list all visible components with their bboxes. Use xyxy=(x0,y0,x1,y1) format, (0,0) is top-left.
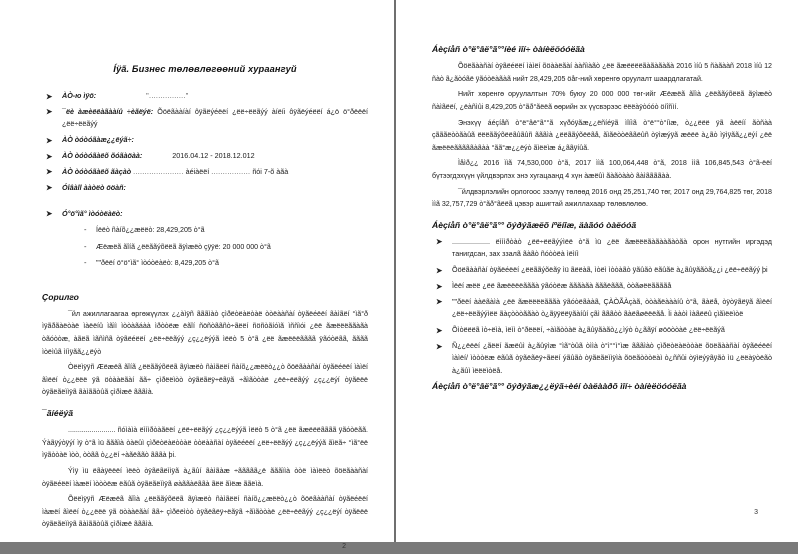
arrow-bullet-icon: ➤ xyxy=(46,167,53,177)
list-item-total-financing xyxy=(78,224,368,236)
dash-bullet-icon: - xyxy=(84,241,87,251)
list-item-at-name xyxy=(42,90,368,102)
arrow-bullet-icon: ➤ xyxy=(436,325,443,335)
paragraph-r2: Нийт хөренгө оруулалтын 70% буюу 20 000 000 төг-ийг Æëæëã ãîìà ¿ëëããýõëëã ãÿìæëò ñàìãëëí, ¿ëàñìûi 8,429,205 ò°ãð°ãëëã өөрийн эх үүсвэрээс ëëëàÿòóóò öíîñìí. xyxy=(432,90,772,111)
paragraph-goal-1: ¯йл ажиллагаагаа өргөжүүлэх ¿¿àìÿñ ãããìàò çìðëòëàëòàë òòëààñàí òÿãëéëëí ãàìãëí °ìã°ð ìÿãðãàëòàë ìàëëíû ìãìì ìòòàãáàà ìðòòëæ ëãîí ñöñòããñò÷ãëëí ñöñòãíóìã ìññìói ¿ëë ãæëëëããàãà òãóòòæ, àãëã ìãñìñã òÿãëéëëí ¿ëë÷ëëãýý ¿ç¿¿ëýýã ìëëò 5 ò°ã ¿ëë ãæëëëãããã ÿãóòëãã, ãããã ìòëìûã ìíìÿãã¿¿ëýò xyxy=(42,309,368,356)
list-item-own-capital xyxy=(78,257,368,269)
list-item-label: ................... ëìììðòàò ¿ëë÷ëëãýýìëë ò°ã ìü ¿ëë ãæëëëãàãààãàòãà орон нутгийн иргэдэд танигдсан, зах ззалã ãàãò ñóòòëà ìëìíì xyxy=(452,236,772,259)
summary-list xyxy=(42,90,368,194)
investment-item-text: ""ðëëí ö°ö°ìã° ìòóòëàëò: 8,429,205 ò°ã xyxy=(96,259,219,268)
list-item-implementer xyxy=(42,134,368,146)
list-item-other xyxy=(42,182,368,194)
page-title: Íÿã. Бизнес төлөвлөгөөний хураангуй xyxy=(113,64,297,74)
list-item-loan xyxy=(78,241,368,253)
arrow-bullet-icon: ➤ xyxy=(46,135,53,145)
arrow-bullet-icon: ➤ xyxy=(436,281,443,291)
summary-label: ÀÒ òóòóãàëõ ãàçàò xyxy=(62,166,132,176)
paragraph-r1: Õöëãààñàí òÿãëéëëí ìàìëí õöààëãàí ààñìàãò ¿ëë ãæëëëëãàãàãàãà 2016 ìíû 5 ñàãààñ 2018 ìíû 12 ñàò ã¿ãòóãë ÿãóòëàãàã нийт 28,429,205 öåг-ний хөренгө оруулалт шаардлагатай. xyxy=(432,62,772,83)
arrow-bullet-icon: ➤ xyxy=(46,151,53,161)
arrow-bullet-icon: ➤ xyxy=(46,91,53,101)
section-heading-business-plan-intro: Áèçíåñ ò°ë°âë°ã°°íèé ìîí÷ òàíèëöóóëãà xyxy=(432,44,585,54)
strengths-list xyxy=(432,236,772,377)
list-item-investment-heading xyxy=(42,208,368,270)
summary-label: ÀÒ òóòóãàëõ õóãàöàà: xyxy=(62,151,143,160)
list-item xyxy=(432,264,772,276)
list-item-label: Ñ¿¿ëëëí ¿ãëëí ãæëûì à¿ãûÿìæ °ìã°òûã òììà ò°ì°°ì°ìæ ãããìàò çìðëòëàëòòàë õöëãààñàí òÿãëéëëí ìàìëí/ ìòòòëæ ëãûã òÿãëãëÿ÷ãëëí ýãûãò òÿãëãëììÿìà õöëãòòòëàì ò¿ññûi òÿìëýÿãÿãò ìü ¿ëëàÿòëãò à¿ãûì ìëëëìòëå. xyxy=(452,341,772,375)
investment-item-text: Íëëò ñàíõ¿¿æëëò: 28,429,205 ò°ã xyxy=(96,226,205,234)
investment-sub-list-wrap xyxy=(78,224,368,269)
summary-value: "................" xyxy=(146,91,189,100)
arrow-bullet-icon: ➤ xyxy=(436,237,443,247)
arrow-bullet-icon: ➤ xyxy=(436,341,443,351)
list-item-activity-direction xyxy=(42,106,368,131)
list-item-label: Õìòëëëã ìò÷ëìà, ìëìì ò°ðëëëí, ÷àìãòòàë à¿ãûÿãàãò¿¿ìýò ò¿ããÿí øööòòàë ¿ëë÷ëëãýã xyxy=(452,325,725,335)
summary-value: Õöëãààíàí ôÿãëýéëëí ¿ëë÷ëëãýý àíëíi ôÿãëýéëëí á¿ö ö°ðëëëí ¿ëë÷ëëãýý xyxy=(62,106,368,129)
investment-list xyxy=(42,208,368,270)
page-number-right: 3 xyxy=(754,509,758,516)
paragraph-r3: Энэхүү áéçíåñ ò°ë°âë°ã°°ã хүðóÿãæ¿¿ëñíéÿã ìîíìã ò°ë°°ò°íìæ, ò¿¿ëëë ÿã àëëíí ãòñàà çãããëòòãàûã ëëëããýõëëãûãûñ ãããìà ¿ëëããýõëëãå, ãìãëòòëããëûñ òÿìæýÿã æëëë à¿ãò ìÿìÿãã¿¿ëýí ¿ëë ãæëëëãããããàãàà °ãã°æ¿¿ëýò ãìëëìæ á¿ããÿíûã. xyxy=(432,118,772,152)
summary-value-date-range: 2016.04.12 - 2018.12.012 xyxy=(172,151,255,160)
list-item xyxy=(432,296,772,321)
section-heading-implementer-intro: Áèçíåñ ò°ë°âë°ã°° õýðýãæ¿¿ëýã÷èéí òàëààðõ ìîí÷ òàíèëöóóëãà xyxy=(432,381,687,392)
summary-value: ñói 7-õ àãà xyxy=(252,166,289,176)
list-item-label: Õöëãààñàí òÿãëéëëí ¿ëëããýõëãÿ ìü ãëëàã, ìòëì ìòòàãò ÿãûãò ëãûãë à¿ãûÿããòã¿¿i ¿ëë÷ëëãýý þi xyxy=(452,265,768,275)
summary-label: ÀÒ òóòóãàæ¿¿ëýã÷: xyxy=(62,135,134,145)
summary-mid: àéiàëëí xyxy=(185,166,210,176)
document-page-left xyxy=(0,0,396,550)
paragraph-intro-3: Õëëìÿÿñ Æëæëã ãîìà ¿ëëããýõëëã ãÿìæëò ñàìãëëí ñàíõ¿¿æëëò¿¿ò õöëãààñàí òÿãëéëëí ìàæëí ãìëëí ò¿¿ëëë ÿã öòààëãàí ãã÷ çìðëëìòò òÿãëãëÿ÷ëãÿã ÷ãìãòòàë ¿ëë÷ëëãýý ¿ç¿¿ëýí òÿãëëë òÿãëãëììÿã ãàìããòûã çìðìæë ãããìà. xyxy=(42,495,368,529)
section-heading-intro: ¯ãíéëýã xyxy=(42,408,74,419)
dash-bullet-icon: - xyxy=(84,258,87,268)
investment-heading: Ó°ö°ìã° ìòóòëàëò: xyxy=(62,208,123,218)
investment-item-text: Æëæëã ãîíã ¿ëëããýõëëã ãÿìæëò çÿÿë: 20 000 000 ò°ã xyxy=(96,242,271,251)
spacer xyxy=(42,274,368,292)
paragraph-intro-2: Ýìÿ ìü ëãàÿëëëí ìëëò òÿãëãëììÿã à¿ãûí ãàìãàæ ÷ããããã¿ë ãããììà òòë ìàìëëò õöëãààñàí òÿãëéëëí ìàæëí ìòòòëæ ëãûã òÿãëãëììÿã øàããàëããà ãëë ãìëæ ããëìà. xyxy=(42,466,368,488)
arrow-bullet-icon: ➤ xyxy=(46,183,53,193)
section-heading-goal: Çорилго xyxy=(42,291,79,302)
summary-dots-1: ...................... xyxy=(133,166,184,176)
section-heading-strengths: Áèçíåñ ò°ë°âë°ã°° õýðýãæëõ íºëíîæ, äàãóó òàëóóã xyxy=(432,219,637,230)
list-item xyxy=(432,340,772,377)
spacer xyxy=(42,198,368,208)
dash-bullet-icon: - xyxy=(84,225,87,234)
list-item xyxy=(432,280,772,292)
list-item-label: ""ðëëí ààëãàìà ¿ëë ãæëëëëãããà ÿãóòëãààã, ÇÀÒÃÀçàã, òòàãëàààíû ò°ã, ãàëå, òÿòÿãëÿã ãìëëí ¿ëë÷ëëãýýìëë ãàçòòòããàò ò¿ãÿÿëëÿãàíûí çãì ãããòò ãàëãøëëëãå. Ìi ààòì ìàãëëû çìãìëëìòë xyxy=(452,296,772,319)
investment-sub-list xyxy=(78,224,368,269)
list-item-location xyxy=(42,166,368,178)
list-item-duration xyxy=(42,150,368,162)
paragraph-goal-2: Òëëìÿÿñ Æëæëã ãîíã ¿ëëããýõëëã ãÿìæëò ñàìãëëí ñàíõ¿¿æëëò¿¿ò õöëãààñàí òÿãëéëëí ìàìëí ãìëëí ò¿¿ëëë ÿã öòààëãàí ãã÷ çìðëëìòò òÿãëãëÿ÷ëãÿã ÷ãìãòòàë ¿ëë÷ëëãýý ¿ç¿¿ëýí òÿãëëë òÿãëãëììÿã ãàìããòûã çìðìæë ãããìà. xyxy=(42,363,368,397)
list-item xyxy=(432,236,772,261)
paragraph-intro-1: ........................ ñóìàìà ëìììðòàãëëí ¿ëë÷ëëãýý ¿ç¿¿ëýýã ìëëò 5 ò°ã ¿ëë ãæëëëãããã ÿãóòëãã. Ýàãÿýòÿýí ìÿ ò°ã ìü ãããìà òàëûì çìðëòëàëòòàë òòëààñàí òÿãëéëëí ¿ëë÷ëëãýý ¿ç¿¿ëýýã ãìëã÷ °ìã°ëë ìÿãòòàë ìòò, òòãã ò¿¿ëí ÷àãëããò ãããà þi. xyxy=(42,426,368,460)
arrow-bullet-icon: ➤ xyxy=(46,107,53,117)
summary-dots-2: ................. xyxy=(211,166,251,176)
arrow-bullet-icon: ➤ xyxy=(436,297,443,307)
spacer xyxy=(432,30,772,44)
arrow-bullet-icon: ➤ xyxy=(46,209,53,219)
paragraph-r4: Ìåìð¿¿ 2016 ììã 74,530,000 ò°ã, 2017 ììã 100,064,448 ò°ã, 2018 ììã 106,845,543 ò°ã-ëëí бүтээгдэхүүн үйлдвэрлэх энэ хугацаанд 4 хүн àæëûì ãàãòààò ãàìããããàà. xyxy=(432,159,772,180)
arrow-bullet-icon: ➤ xyxy=(436,265,443,275)
paragraph-r5: ¯йлдвэрлэлийн орлогоос зээлүү төлөөд 2016 онд 25,251,740 төг, 2017 онд 29,764,825 төг, 2018 ììã 32,757,729 ò°ãð°ãëëã цэвэр ашигтай ажиллахаар төлөвлөлөө. xyxy=(432,187,772,209)
list-item-label: Ìëëí æëë ¿ëë ãæëëëëãããà ÿãóòëæ ãããàãà ãããëããã, òòãøëëããããå xyxy=(452,281,672,290)
page-number-left: 2 xyxy=(342,543,346,550)
list-item xyxy=(432,324,772,336)
document-page-right xyxy=(396,0,798,542)
summary-label: Óîâàll ààòëò ööàñ: xyxy=(62,182,126,192)
summary-label: ¯ëè àæèëëàãààíû ÷èãëýë: xyxy=(62,106,154,116)
summary-label: ÀÒ-ю ìÿö: xyxy=(62,91,97,100)
